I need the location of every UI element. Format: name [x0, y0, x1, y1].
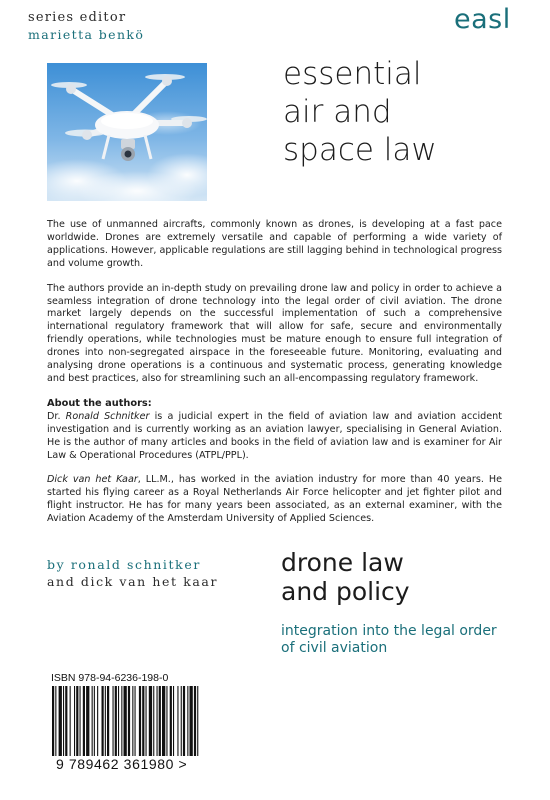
barcode-bar — [52, 686, 54, 756]
book-title — [281, 548, 410, 606]
barcode-bar — [59, 686, 62, 756]
barcode-bar — [135, 686, 136, 756]
back-cover-blurb — [47, 219, 502, 538]
barcode-bar — [142, 686, 144, 756]
book-subtitle-line: integration into the legal order — [281, 623, 497, 639]
barcode-bar — [63, 686, 64, 756]
barcode-bar — [118, 686, 119, 756]
barcode-bar — [74, 686, 75, 756]
authors-line: by ronald schnitker — [47, 557, 201, 572]
barcode-bar — [107, 686, 109, 756]
barcode-bar — [190, 686, 193, 756]
barcode-bar — [92, 686, 93, 756]
book-subtitle-line: of civil aviation — [281, 640, 388, 656]
publisher-brand-logo: easl — [454, 4, 511, 35]
barcode-bar — [187, 686, 188, 756]
barcode-bar — [146, 686, 147, 756]
author-bio-prefix: Dr. — [47, 410, 66, 422]
authors-line: and dick van het kaar — [47, 574, 219, 589]
barcode-bar — [128, 686, 130, 756]
barcode-bar — [173, 686, 174, 756]
barcode-bar — [166, 686, 167, 756]
author-bio-text: is a judicial expert in the field of aviation law and aviation accident investigation and is currently working as an aviation lawyer, specialising in General Aviation. He is the author of many articles and books in the field of aviation law and is examiner for Air Law & Operational Procedures (ATPL/PPL). — [47, 410, 503, 461]
barcode-bar — [139, 686, 141, 756]
barcode-bar — [181, 686, 182, 756]
author-bio-van-het-kaar — [47, 474, 502, 526]
barcode-bar — [132, 686, 133, 756]
series-title-line: essential — [283, 56, 422, 92]
author-name: Ronald Schnitker — [65, 410, 150, 422]
barcode-bar — [115, 686, 117, 756]
barcode-bar — [97, 686, 98, 756]
series-title-line: space law — [283, 132, 437, 168]
barcode-bar — [124, 686, 127, 756]
book-title-line: drone law — [281, 548, 404, 577]
barcode-bar — [102, 686, 104, 756]
barcode-bar — [159, 686, 161, 756]
series-title — [283, 55, 437, 169]
barcode-bar — [157, 686, 158, 756]
barcode-bar — [83, 686, 85, 756]
barcode-bar — [170, 686, 172, 756]
barcode-bar — [183, 686, 185, 756]
about-authors-heading: About the authors: — [47, 397, 152, 409]
isbn-label: ISBN 978-94-6236-198-0 — [51, 672, 169, 684]
barcode-bar — [105, 686, 106, 756]
barcode-bar — [70, 686, 71, 756]
drone-cover-photo — [47, 63, 207, 201]
barcode-bar — [194, 686, 196, 756]
barcode-bar — [162, 686, 165, 756]
barcode-bar — [80, 686, 81, 756]
barcode-bar — [153, 686, 154, 756]
barcode-bar — [94, 686, 95, 756]
series-title-line: air and — [283, 94, 392, 130]
blurb-paragraph: The authors provide an in-depth study on prevailing drone law and policy in order to achieve a seamless integration of drone technology into the legal order of civil aviation. The drone market largely depends on the successful implementation of such a comprehensive international regulatory framework that will allow for safe, secure and environmentally friendly operations, while technologies must be mature enough to ensure full integration of drones into non-segregated airspace in the foreseeable future. Monitoring, evaluating and analysing drone operations is a continuous and systematic process, generating knowledge and best practices, also for streamlining such an all-encompassing regulatory framework. — [47, 282, 502, 384]
barcode-bar — [55, 686, 56, 756]
barcode-bar — [197, 686, 198, 756]
series-editor-name: marietta benkö — [28, 27, 145, 42]
barcode-bar — [121, 686, 122, 756]
book-subtitle — [281, 623, 497, 657]
barcode-bar — [86, 686, 89, 756]
author-bio-text: , LL.M., has worked in the aviation industry for more than 40 years. He started his flying career as a Royal Netherlands Air Force helicopter and jet fighter pilot and flight instructor. He has for many years been associated, as an external examiner, with the Aviation Academy of the Amsterdam University of Applied Sciences. — [47, 474, 502, 525]
barcode-bar — [149, 686, 152, 756]
author-bio-schnitker — [47, 411, 502, 463]
barcode-bar — [177, 686, 178, 756]
author-name: Dick van het Kaar — [47, 474, 138, 486]
barcode-bar — [65, 686, 67, 756]
series-editor-label: series editor — [28, 10, 127, 25]
blurb-paragraph: The use of unmanned aircrafts, commonly known as drones, is developing at a fast pace worldwide. Drones are extremely versatile and capable of performing a wide variety of applications. However, applicable regulations are still lagging behind in technological progress and volume growth. — [47, 219, 502, 269]
barcode-bar — [76, 686, 78, 756]
barcode-bar — [113, 686, 114, 756]
book-title-line: and policy — [281, 577, 410, 606]
barcode-digits: 9 789462 361980 > — [56, 756, 188, 772]
